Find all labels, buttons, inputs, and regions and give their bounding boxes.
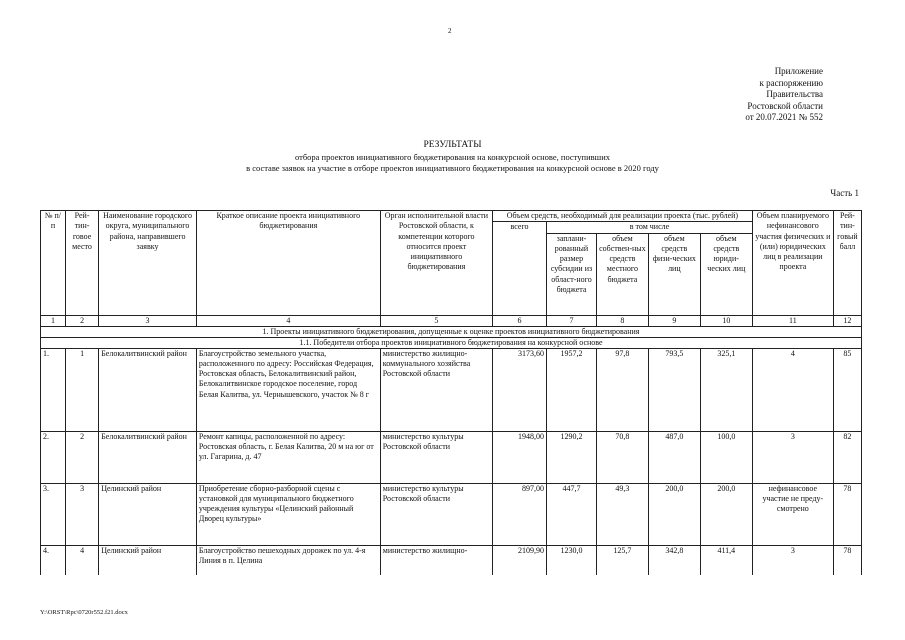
row-nonfinancial: 3 <box>752 431 833 483</box>
appendix-line: Ростовской области <box>747 100 823 111</box>
column-number: 12 <box>833 315 861 326</box>
row-district: Белокалитвинский район <box>99 348 197 431</box>
row-description: Ремонт капицы, расположенной по адресу: Ростовская область, г. Белая Калитва, 20 м на юг от ул. Гагарина, д. 47 <box>196 431 380 483</box>
subsection-heading: 1.1. Победители отбора проектов инициативного бюджетирования на конкурсной основе <box>41 337 862 348</box>
row-district: Белокалитвинский район <box>99 431 197 483</box>
row-nonfinancial: 3 <box>752 545 833 575</box>
header-num: № п/п <box>41 211 66 316</box>
header-including: в том числе <box>547 222 753 233</box>
row-local: 97,8 <box>596 348 648 431</box>
row-description: Благоустройство земельного участка, расположенного по адресу: Российская Федерация, Ростовская область, Белокалитвинский район, Белокалитвинское городское поселение, город Белая Калитва, ул. Чернышевского, участок № 8 г <box>196 348 380 431</box>
row-local: 70,8 <box>596 431 648 483</box>
row-authority: министерство жилищно- <box>380 545 492 575</box>
appendix-line: к распоряжению <box>759 77 823 88</box>
subtitle-line-1: отбора проектов инициативного бюджетирования на конкурсной основе, поступивших <box>294 152 610 162</box>
document-title: РЕЗУЛЬТАТЫ <box>423 140 482 150</box>
row-authority: министерство жилищно-коммунального хозяйства Ростовской области <box>380 348 492 431</box>
header-score: Рей-тин-говый балл <box>833 211 861 316</box>
table-row <box>41 431 862 483</box>
row-phys: 793,5 <box>648 348 700 431</box>
header-phys: объем средств физи-ческих лиц <box>648 233 700 315</box>
column-number: 1 <box>41 315 66 326</box>
appendix-line: Правительства <box>766 89 823 99</box>
header-nonfinancial: Объем планируемого нефинансового участия физических и (или) юридических лиц в реализации проекта <box>752 211 833 316</box>
row-total: 3173,60 <box>493 348 547 431</box>
column-number: 9 <box>648 315 700 326</box>
table-row <box>41 348 862 431</box>
row-subsidy: 447,7 <box>547 483 597 545</box>
section-heading: 1. Проекты инициативного бюджетирования, допущенные к оценке проектов инициативного бюджетирования <box>41 326 862 337</box>
header-rank: Рей-тин-говое место <box>65 211 98 316</box>
header-local: объем собствен-ных средств местного бюджета <box>596 233 648 315</box>
part-label: Часть 1 <box>830 188 859 198</box>
row-legal: 200,0 <box>700 483 752 545</box>
row-local: 125,7 <box>596 545 648 575</box>
row-phys: 200,0 <box>648 483 700 545</box>
row-rank: 4 <box>65 545 98 575</box>
row-nonfinancial: нефинансовое участие не преду-смотрено <box>752 483 833 545</box>
row-rank: 2 <box>65 431 98 483</box>
row-subsidy: 1957,2 <box>547 348 597 431</box>
row-legal: 100,0 <box>700 431 752 483</box>
row-district: Целинский район <box>99 545 197 575</box>
column-number: 6 <box>493 315 547 326</box>
appendix-line: Приложение <box>774 66 823 76</box>
row-num: 3. <box>41 483 66 545</box>
column-number: 8 <box>596 315 648 326</box>
row-num: 1. <box>41 348 66 431</box>
column-number: 2 <box>65 315 98 326</box>
row-nonfinancial: 4 <box>752 348 833 431</box>
file-path-footer: Y:\ORST\Rpc\0720r552.f21.docx <box>40 609 128 616</box>
column-number: 10 <box>700 315 752 326</box>
row-total: 1948,00 <box>493 431 547 483</box>
row-district: Целинский район <box>99 483 197 545</box>
row-phys: 487,0 <box>648 431 700 483</box>
header-total: всего <box>493 222 547 315</box>
row-score: 82 <box>833 431 861 483</box>
column-number: 7 <box>547 315 597 326</box>
row-subsidy: 1230,0 <box>547 545 597 575</box>
row-description: Приобретение сборно-разборной сцены с установкой для муниципального бюджетного учреждения культуры «Целинский районный Дворец культуры» <box>196 483 380 545</box>
column-numbers-row <box>41 315 862 326</box>
row-authority: министерство культуры Ростовской области <box>380 483 492 545</box>
header-subsidy: заплани-рованный размер субсидии из област-ного бюджета <box>547 233 597 315</box>
header-district: Наименование городского округа, муниципального района, направившего заявку <box>99 211 197 316</box>
row-authority: министерство культуры Ростовской области <box>380 431 492 483</box>
column-number: 11 <box>752 315 833 326</box>
row-description: Благоустройство пешеходных дорожек по ул. 4-я Линия в п. Целина <box>196 545 380 575</box>
header-description: Краткое описание проекта инициативного бюджетирования <box>196 211 380 316</box>
row-legal: 325,1 <box>700 348 752 431</box>
row-total: 2109,90 <box>493 545 547 575</box>
appendix-line: от 20.07.2021 № 552 <box>745 112 823 122</box>
row-legal: 411,4 <box>700 545 752 575</box>
row-rank: 3 <box>65 483 98 545</box>
row-score: 78 <box>833 545 861 575</box>
header-legal: объем средств юриди-ческих лиц <box>700 233 752 315</box>
row-score: 78 <box>833 483 861 545</box>
row-local: 49,3 <box>596 483 648 545</box>
column-number: 5 <box>380 315 492 326</box>
results-table <box>40 210 862 575</box>
row-total: 897,00 <box>493 483 547 545</box>
row-phys: 342,8 <box>648 545 700 575</box>
header-volume: Объем средств, необходимый для реализации проекта (тыс. рублей) <box>493 211 753 222</box>
row-subsidy: 1290,2 <box>547 431 597 483</box>
row-num: 4. <box>41 545 66 575</box>
row-num: 2. <box>41 431 66 483</box>
table-row <box>41 545 862 575</box>
table-row <box>41 483 862 545</box>
header-authority: Орган исполнительной власти Ростовской области, к компетенции которого относится проект инициативного бюджетирования <box>380 211 492 316</box>
subtitle-line-2: в составе заявок на участие в отборе проектов инициативного бюджетирования на конкурсной основе в 2020 году <box>246 163 659 173</box>
column-number: 3 <box>99 315 197 326</box>
row-rank: 1 <box>65 348 98 431</box>
page-number: 2 <box>448 27 452 35</box>
row-score: 85 <box>833 348 861 431</box>
column-number: 4 <box>196 315 380 326</box>
